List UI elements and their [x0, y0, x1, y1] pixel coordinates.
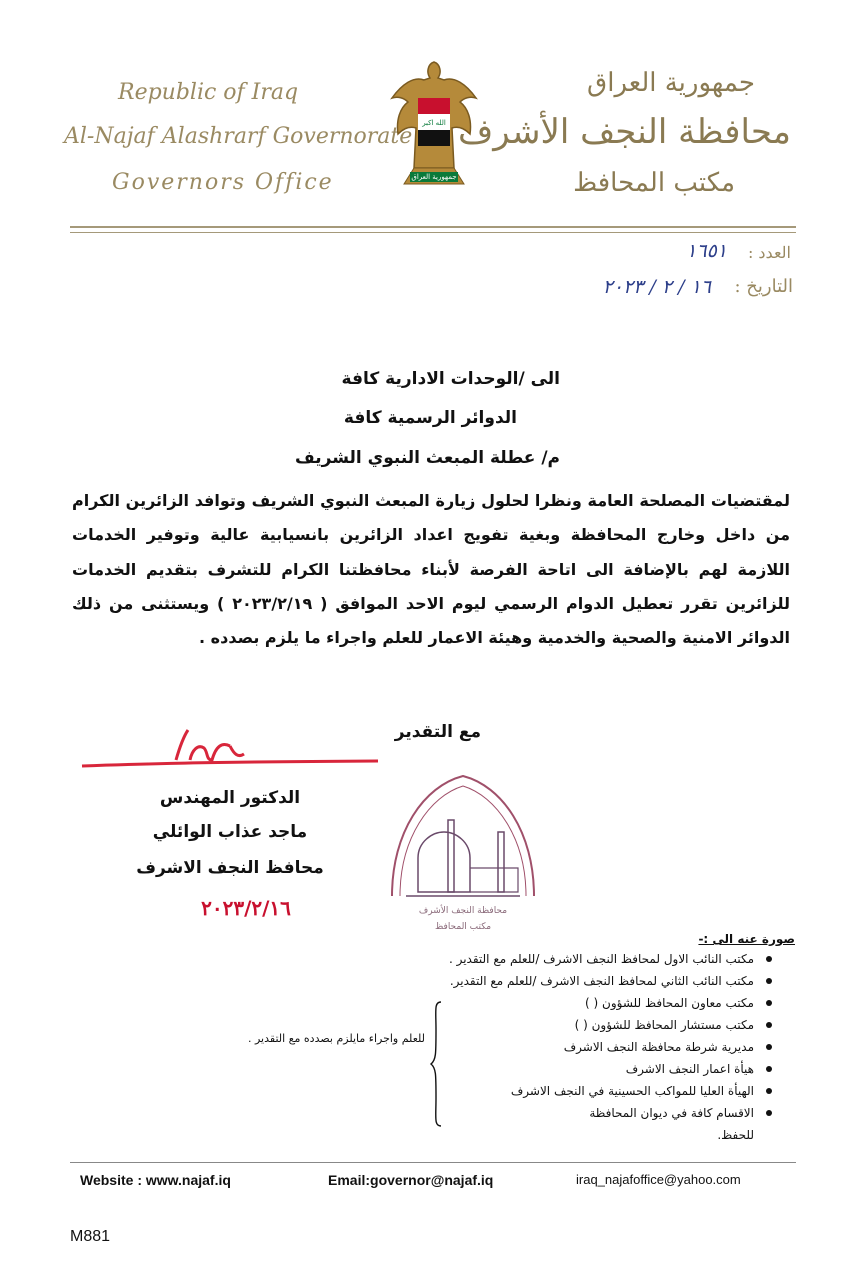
header-en-office: Governors Office — [112, 170, 334, 195]
stamp-line1: محافظة النجف الأشرف — [418, 906, 508, 916]
cc-last-line: للحفظ. — [717, 1128, 754, 1142]
svg-text:الله اكبر: الله اكبر — [422, 119, 446, 127]
cc-item-text: مديرية شرطة محافظة النجف الاشرف — [563, 1040, 754, 1054]
footer-email: Email:governor@najaf.iq — [328, 1172, 494, 1188]
bullet-icon — [766, 978, 772, 984]
bullet-icon — [766, 1110, 772, 1116]
mosque-stamp-icon — [378, 772, 548, 912]
footer-website: Website : www.najaf.iq — [80, 1172, 231, 1188]
header-rule-top — [70, 226, 796, 228]
header-en-republic: Republic of Iraq — [118, 80, 299, 105]
list-item — [372, 970, 772, 992]
address-line2: الدوائر الرسمية كافة — [343, 408, 517, 428]
bullet-icon — [766, 1044, 772, 1050]
cc-item-text: الهيأة العليا للمواكب الحسينية في النجف الاشرف — [510, 1084, 754, 1098]
signatory-position: محافظ النجف الاشرف — [136, 858, 324, 878]
signature — [80, 726, 380, 776]
footer-rule — [70, 1162, 796, 1163]
date-label: التاريخ : — [734, 276, 793, 297]
cc-heading: صورة عنه الى :- — [698, 932, 795, 946]
closing-line: مع التقدير — [394, 722, 481, 742]
signatory-name: ماجد عذاب الوائلي — [152, 822, 308, 842]
signature-scribble-icon — [80, 726, 380, 776]
cc-item-text: مكتب معاون المحافظ للشؤون ( ) — [585, 996, 754, 1010]
emblem-label: جمهورية العراق — [411, 173, 457, 181]
bullet-icon — [766, 1022, 772, 1028]
number-value: ١٦٥١ — [686, 240, 727, 262]
cc-item-text: مكتب مستشار المحافظ للشؤون ( ) — [574, 1018, 754, 1032]
stamp-line2: مكتب المحافظ — [434, 922, 492, 932]
number-label: العدد : — [747, 243, 791, 262]
cc-item-text: الاقسام كافة في ديوان المحافظة — [589, 1106, 754, 1120]
letter-body: لمقتضيات المصلحة العامة ونظرا لحلول زيارة المبعث النبوي الشريف وتوافد الزائرين الكرام من داخل وخارج المحافظة وبغية تفويج اعداد الزائرين بانسيابية عالية وتوفير الخدمات اللازمة لهم بالإضافة الى اتاحة الفرصة لأبناء محافظتنا الكرام للتشرف بتقديم الخدمات للزائرين تقرر تعطيل الدوام الرسمي ليوم الاحد الموافق ( ٢٠٢٣/٢/١٩ ) ويستثنى من ذلك الدوائر الامنية والصحية والخدمية وهيئة الاعمار للعلم واجراء ما يلزم بصدده . — [72, 491, 791, 648]
header-ar-office: مكتب المحافظ — [573, 168, 735, 198]
doc-code: M881 — [70, 1228, 111, 1245]
bullet-icon — [766, 1066, 772, 1072]
signatory-title: الدكتور المهندس — [159, 788, 301, 808]
subject-line: م/ عطلة المبعث النبوي الشريف — [295, 448, 560, 468]
header-rule-bottom — [70, 232, 796, 233]
footer-yahoo: iraq_najafoffice@yahoo.com — [576, 1172, 741, 1187]
address-line1: الى /الوحدات الادارية كافة — [341, 369, 560, 389]
header-ar-governorate: محافظة النجف الأشرف — [457, 112, 791, 152]
date-value: ١٦ / ٢ / ٢٠٢٣ — [602, 276, 711, 298]
cc-bracket-note: للعلم واجراء مايلزم بصدده مع التقدير . — [247, 1032, 425, 1045]
cc-item-text: هيأة اعمار النجف الاشرف — [625, 1062, 754, 1076]
bullet-icon — [766, 956, 772, 962]
header-en-governorate: Al-Najaf Alashrarf Governorate — [64, 124, 413, 149]
bullet-icon — [766, 1000, 772, 1006]
bullet-icon — [766, 1088, 772, 1094]
signatory-date: ٢٠٢٣/٢/١٦ — [201, 896, 291, 920]
header-ar-republic: جمهورية العراق — [587, 68, 755, 98]
cc-item-text: مكتب النائب الاول لمحافظ النجف الاشرف /للعلم مع التقدير . — [448, 952, 754, 966]
office-stamp — [378, 772, 548, 942]
cc-item-text: مكتب النائب الثاني لمحافظ النجف الاشرف /للعلم مع التقدير. — [449, 974, 754, 988]
brace-icon — [430, 1000, 442, 1128]
list-item — [372, 948, 772, 970]
cc-brace — [430, 1000, 442, 1128]
